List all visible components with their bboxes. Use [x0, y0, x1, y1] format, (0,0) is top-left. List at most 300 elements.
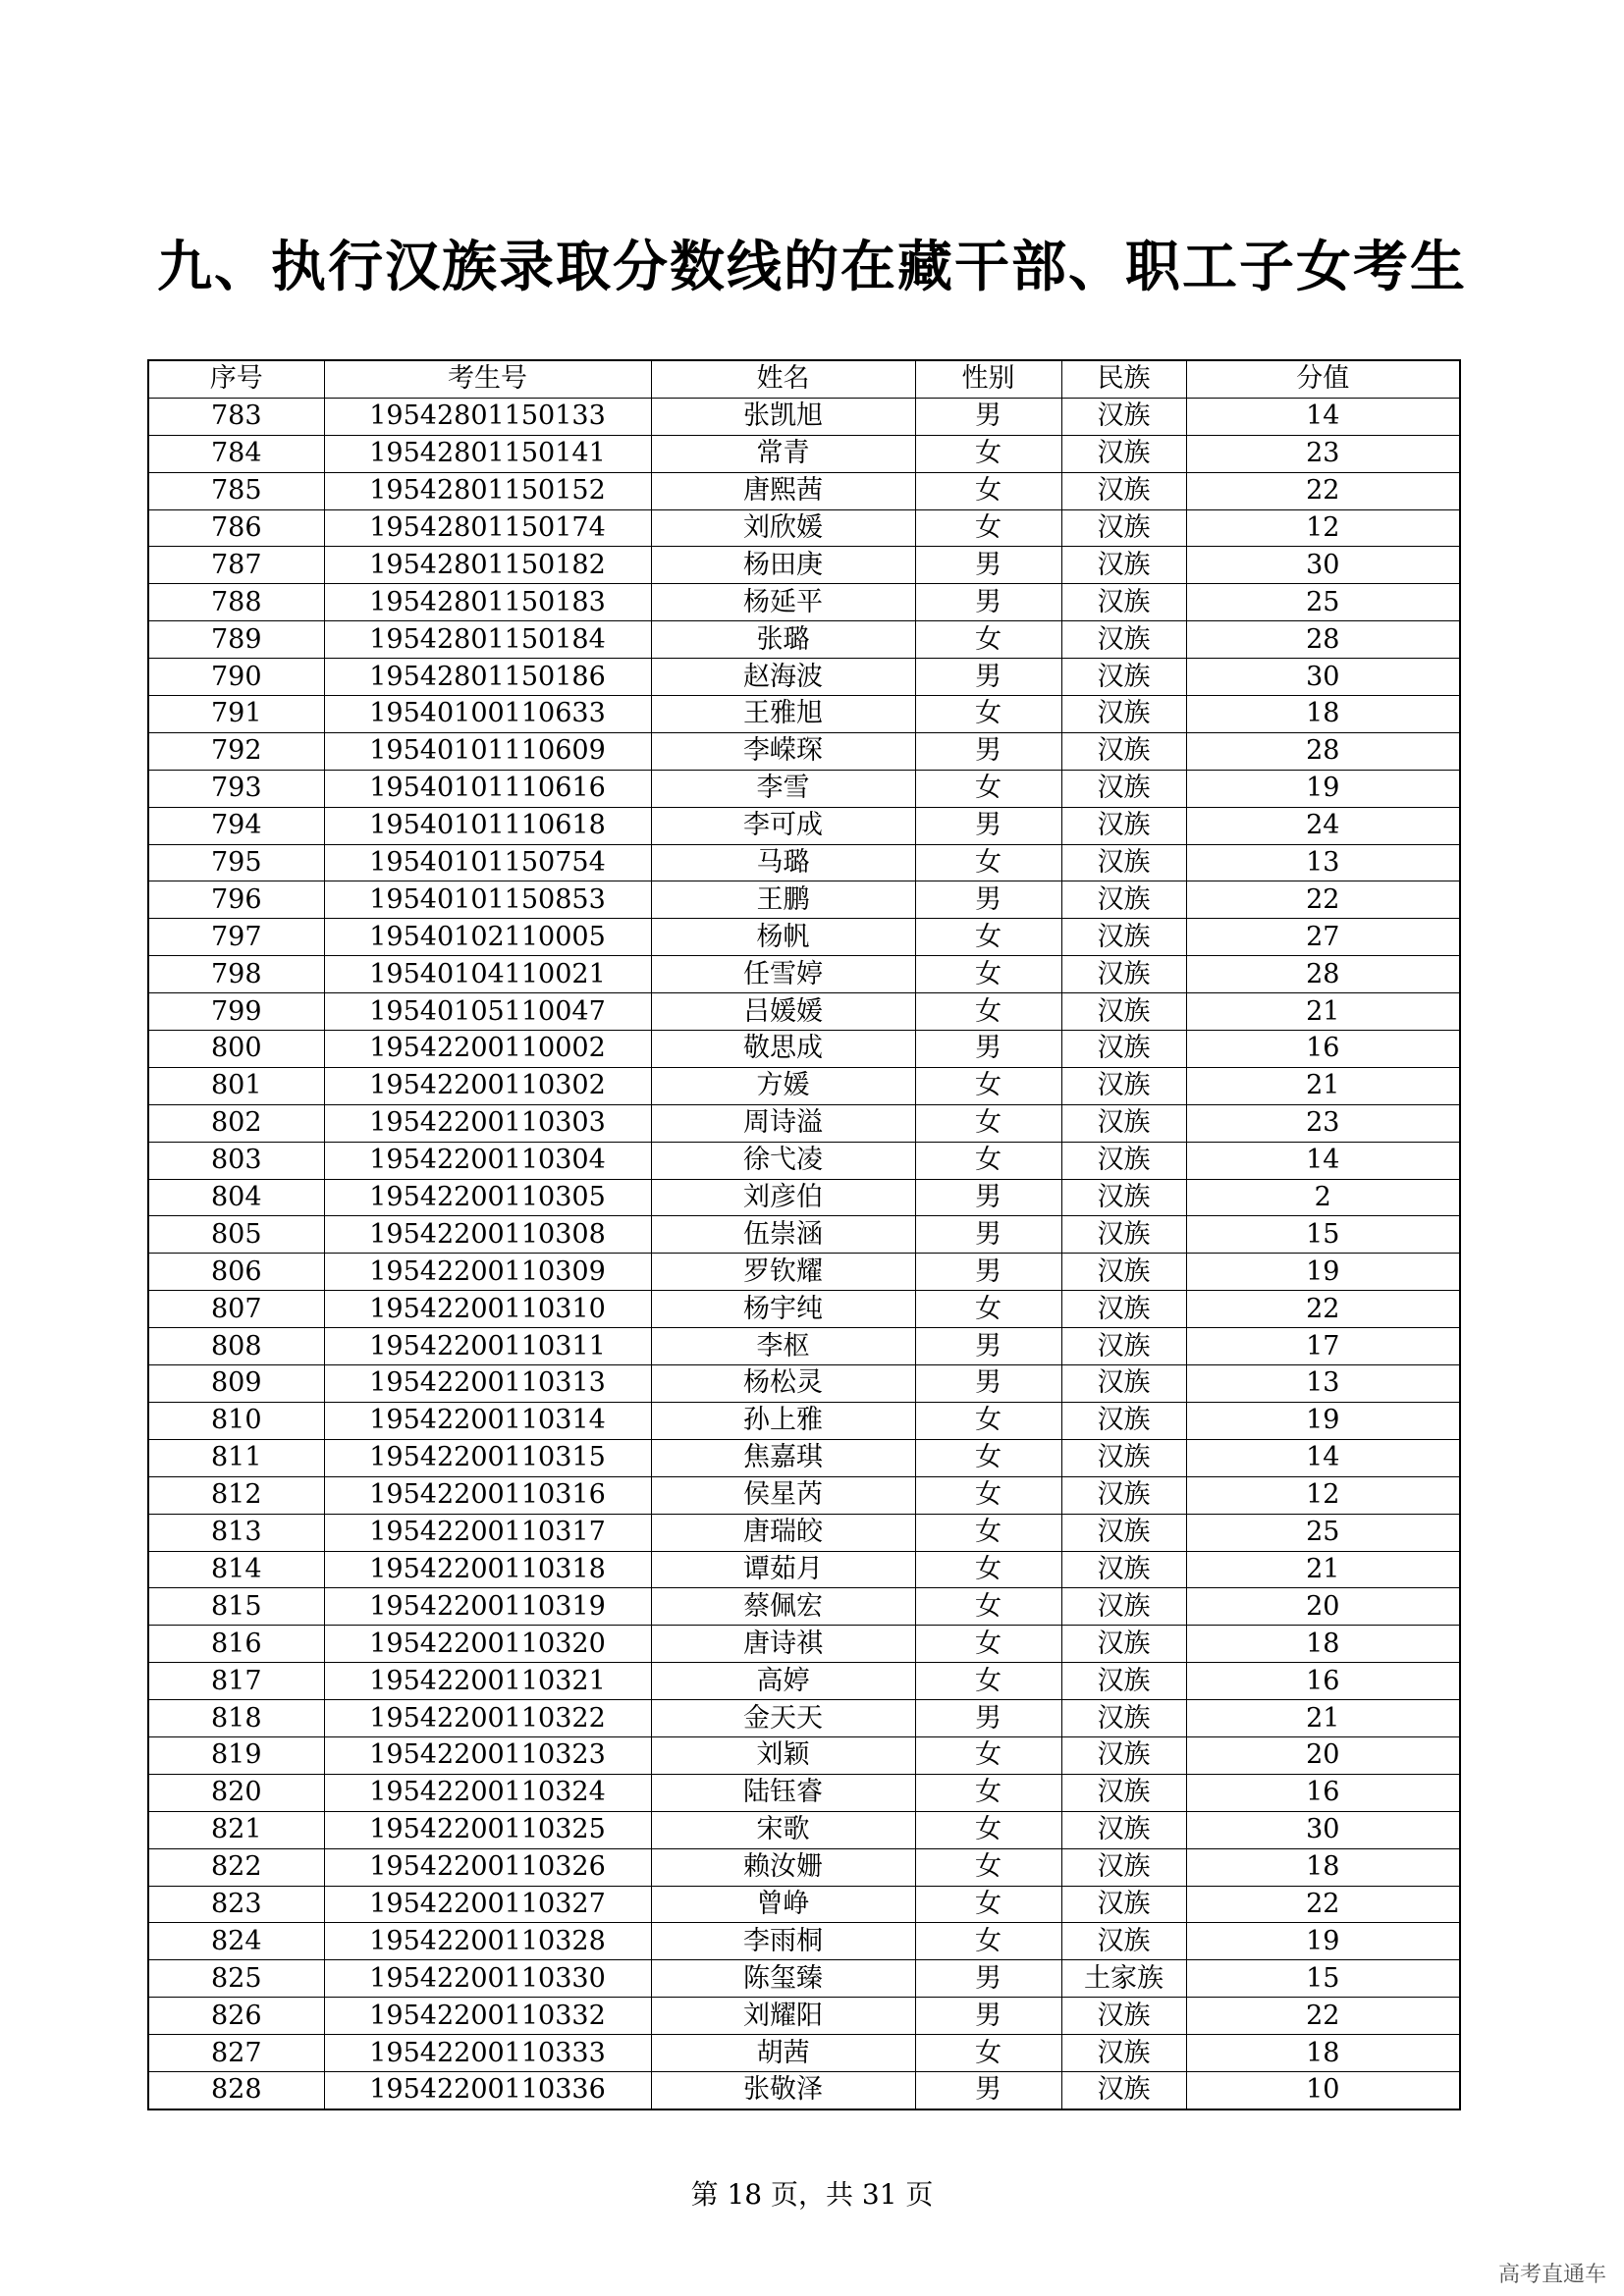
cell-name: 李雨桐 [651, 1923, 915, 1960]
cell-ethnicity: 汉族 [1061, 1663, 1186, 1700]
table-row [148, 1142, 1460, 1179]
cell-gender: 女 [915, 770, 1061, 807]
cell-score: 24 [1186, 807, 1460, 844]
cell-exam-number: 19542200110333 [324, 2035, 651, 2072]
cell-score: 21 [1186, 1700, 1460, 1737]
cell-index: 793 [148, 770, 324, 807]
cell-name: 张凯旭 [651, 398, 915, 435]
cell-score: 22 [1186, 1886, 1460, 1923]
cell-index: 822 [148, 1848, 324, 1886]
cell-ethnicity: 汉族 [1061, 1328, 1186, 1365]
cell-index: 811 [148, 1439, 324, 1476]
cell-gender: 男 [915, 1700, 1061, 1737]
cell-index: 808 [148, 1328, 324, 1365]
cell-gender: 男 [915, 1031, 1061, 1068]
cell-score: 19 [1186, 1402, 1460, 1439]
cell-gender: 男 [915, 1254, 1061, 1291]
cell-exam-number: 19542200110327 [324, 1886, 651, 1923]
cell-name: 吕媛媛 [651, 993, 915, 1031]
cell-index: 818 [148, 1700, 324, 1737]
cell-index: 788 [148, 584, 324, 621]
cell-index: 791 [148, 696, 324, 733]
cell-index: 820 [148, 1774, 324, 1811]
cell-index: 809 [148, 1365, 324, 1403]
cell-score: 15 [1186, 1216, 1460, 1254]
cell-ethnicity: 汉族 [1061, 1700, 1186, 1737]
cell-name: 谭茹月 [651, 1551, 915, 1588]
cell-gender: 男 [915, 2071, 1061, 2109]
cell-ethnicity: 汉族 [1061, 1179, 1186, 1216]
cell-exam-number: 19542200110320 [324, 1626, 651, 1663]
watermark: 高考直通车 [1497, 2263, 1606, 2287]
cell-ethnicity: 汉族 [1061, 1142, 1186, 1179]
cell-ethnicity: 汉族 [1061, 2071, 1186, 2109]
table-row [148, 1439, 1460, 1476]
cell-exam-number: 19542200110326 [324, 1848, 651, 1886]
cell-ethnicity: 汉族 [1061, 1514, 1186, 1551]
cell-name: 张璐 [651, 621, 915, 659]
cell-ethnicity: 汉族 [1061, 844, 1186, 881]
cell-name: 周诗溢 [651, 1104, 915, 1142]
cell-index: 814 [148, 1551, 324, 1588]
table-row [148, 956, 1460, 993]
cell-ethnicity: 汉族 [1061, 621, 1186, 659]
cell-exam-number: 19542200110332 [324, 1998, 651, 2035]
table-row [148, 1551, 1460, 1588]
cell-index: 798 [148, 956, 324, 993]
cell-score: 19 [1186, 770, 1460, 807]
cell-ethnicity: 汉族 [1061, 584, 1186, 621]
cell-exam-number: 19540104110021 [324, 956, 651, 993]
cell-score: 19 [1186, 1923, 1460, 1960]
cell-exam-number: 19542200110002 [324, 1031, 651, 1068]
cell-index: 815 [148, 1588, 324, 1626]
cell-index: 783 [148, 398, 324, 435]
cell-exam-number: 19542200110314 [324, 1402, 651, 1439]
cell-index: 826 [148, 1998, 324, 2035]
cell-score: 14 [1186, 1142, 1460, 1179]
cell-ethnicity: 汉族 [1061, 1216, 1186, 1254]
cell-ethnicity: 汉族 [1061, 1848, 1186, 1886]
page-number: 第 18 页，共 31 页 [690, 2178, 934, 2211]
cell-index: 803 [148, 1142, 324, 1179]
cell-ethnicity: 汉族 [1061, 1104, 1186, 1142]
cell-score: 23 [1186, 435, 1460, 472]
cell-score: 2 [1186, 1179, 1460, 1216]
cell-exam-number: 19542200110309 [324, 1254, 651, 1291]
cell-index: 817 [148, 1663, 324, 1700]
table-row [148, 547, 1460, 584]
cell-ethnicity: 汉族 [1061, 1736, 1186, 1774]
cell-index: 816 [148, 1626, 324, 1663]
cell-ethnicity: 汉族 [1061, 1774, 1186, 1811]
cell-gender: 男 [915, 398, 1061, 435]
cell-exam-number: 19542200110328 [324, 1923, 651, 1960]
table-row [148, 1254, 1460, 1291]
cell-gender: 女 [915, 1736, 1061, 1774]
cell-ethnicity: 汉族 [1061, 919, 1186, 956]
cell-name: 常青 [651, 435, 915, 472]
cell-ethnicity: 汉族 [1061, 1031, 1186, 1068]
table-row [148, 1031, 1460, 1068]
cell-gender: 男 [915, 1179, 1061, 1216]
cell-index: 799 [148, 993, 324, 1031]
cell-gender: 女 [915, 1811, 1061, 1848]
cell-exam-number: 19542200110315 [324, 1439, 651, 1476]
cell-name: 陈玺臻 [651, 1960, 915, 1998]
cell-ethnicity: 汉族 [1061, 1886, 1186, 1923]
column-header-ethnicity: 民族 [1061, 360, 1186, 398]
candidate-table [147, 359, 1461, 2110]
table-row [148, 1960, 1460, 1998]
cell-exam-number: 19542200110321 [324, 1663, 651, 1700]
table-row [148, 472, 1460, 509]
cell-exam-number: 19542200110322 [324, 1700, 651, 1737]
cell-gender: 女 [915, 956, 1061, 993]
cell-ethnicity: 汉族 [1061, 1588, 1186, 1626]
cell-index: 810 [148, 1402, 324, 1439]
cell-score: 14 [1186, 398, 1460, 435]
cell-name: 杨松灵 [651, 1365, 915, 1403]
cell-exam-number: 19542801150141 [324, 435, 651, 472]
cell-name: 李嵘琛 [651, 732, 915, 770]
cell-gender: 男 [915, 547, 1061, 584]
cell-gender: 女 [915, 1774, 1061, 1811]
cell-index: 792 [148, 732, 324, 770]
cell-index: 795 [148, 844, 324, 881]
cell-gender: 男 [915, 1960, 1061, 1998]
cell-score: 10 [1186, 2071, 1460, 2109]
cell-exam-number: 19542200110313 [324, 1365, 651, 1403]
cell-ethnicity: 汉族 [1061, 435, 1186, 472]
table-row [148, 1811, 1460, 1848]
cell-score: 21 [1186, 993, 1460, 1031]
cell-name: 侯星芮 [651, 1476, 915, 1514]
cell-ethnicity: 汉族 [1061, 1998, 1186, 2035]
cell-index: 807 [148, 1291, 324, 1328]
cell-gender: 男 [915, 807, 1061, 844]
cell-ethnicity: 汉族 [1061, 1365, 1186, 1403]
column-header-exam-number: 考生号 [324, 360, 651, 398]
cell-name: 唐熙茜 [651, 472, 915, 509]
cell-index: 794 [148, 807, 324, 844]
cell-exam-number: 19542801150133 [324, 398, 651, 435]
cell-gender: 男 [915, 732, 1061, 770]
cell-score: 27 [1186, 919, 1460, 956]
table-body [148, 398, 1460, 2109]
cell-gender: 女 [915, 621, 1061, 659]
cell-score: 16 [1186, 1031, 1460, 1068]
cell-ethnicity: 汉族 [1061, 1439, 1186, 1476]
cell-score: 22 [1186, 881, 1460, 919]
cell-score: 22 [1186, 1998, 1460, 2035]
cell-name: 胡茜 [651, 2035, 915, 2072]
cell-exam-number: 19542200110319 [324, 1588, 651, 1626]
cell-gender: 女 [915, 919, 1061, 956]
cell-score: 13 [1186, 1365, 1460, 1403]
cell-name: 徐弋凌 [651, 1142, 915, 1179]
cell-name: 敬思成 [651, 1031, 915, 1068]
table-row [148, 1700, 1460, 1737]
cell-score: 28 [1186, 732, 1460, 770]
cell-score: 22 [1186, 472, 1460, 509]
cell-exam-number: 19542200110302 [324, 1067, 651, 1104]
cell-gender: 女 [915, 696, 1061, 733]
cell-ethnicity: 汉族 [1061, 1254, 1186, 1291]
cell-name: 孙上雅 [651, 1402, 915, 1439]
cell-gender: 女 [915, 1104, 1061, 1142]
cell-name: 曾峥 [651, 1886, 915, 1923]
table-row [148, 1998, 1460, 2035]
cell-ethnicity: 汉族 [1061, 2035, 1186, 2072]
cell-exam-number: 19540101150853 [324, 881, 651, 919]
cell-gender: 女 [915, 1067, 1061, 1104]
cell-exam-number: 19542801150186 [324, 659, 651, 696]
cell-exam-number: 19542200110318 [324, 1551, 651, 1588]
cell-exam-number: 19542801150183 [324, 584, 651, 621]
cell-ethnicity: 汉族 [1061, 1626, 1186, 1663]
cell-score: 18 [1186, 696, 1460, 733]
cell-index: 806 [148, 1254, 324, 1291]
cell-index: 785 [148, 472, 324, 509]
cell-score: 20 [1186, 1588, 1460, 1626]
table-row [148, 844, 1460, 881]
cell-exam-number: 19542200110336 [324, 2071, 651, 2109]
cell-ethnicity: 汉族 [1061, 547, 1186, 584]
cell-gender: 女 [915, 1626, 1061, 1663]
cell-gender: 女 [915, 1402, 1061, 1439]
cell-ethnicity: 汉族 [1061, 993, 1186, 1031]
cell-score: 12 [1186, 509, 1460, 547]
cell-score: 21 [1186, 1551, 1460, 1588]
cell-index: 804 [148, 1179, 324, 1216]
cell-ethnicity: 汉族 [1061, 807, 1186, 844]
cell-ethnicity: 汉族 [1061, 696, 1186, 733]
table-row [148, 2071, 1460, 2109]
cell-exam-number: 19540101110616 [324, 770, 651, 807]
cell-name: 刘欣媛 [651, 509, 915, 547]
table-row [148, 770, 1460, 807]
table-row [148, 1216, 1460, 1254]
cell-score: 25 [1186, 1514, 1460, 1551]
cell-ethnicity: 汉族 [1061, 472, 1186, 509]
table-row [148, 584, 1460, 621]
cell-name: 王雅旭 [651, 696, 915, 733]
column-header-gender: 性别 [915, 360, 1061, 398]
cell-index: 797 [148, 919, 324, 956]
cell-exam-number: 19542200110308 [324, 1216, 651, 1254]
cell-exam-number: 19542200110305 [324, 1179, 651, 1216]
cell-score: 21 [1186, 1067, 1460, 1104]
cell-index: 789 [148, 621, 324, 659]
cell-exam-number: 19540101110609 [324, 732, 651, 770]
cell-ethnicity: 汉族 [1061, 1551, 1186, 1588]
table-row [148, 1104, 1460, 1142]
cell-name: 伍崇涵 [651, 1216, 915, 1254]
cell-name: 李雪 [651, 770, 915, 807]
cell-name: 杨延平 [651, 584, 915, 621]
cell-ethnicity: 土家族 [1061, 1960, 1186, 1998]
cell-name: 张敬泽 [651, 2071, 915, 2109]
cell-gender: 女 [915, 844, 1061, 881]
cell-name: 任雪婷 [651, 956, 915, 993]
table-row [148, 509, 1460, 547]
cell-ethnicity: 汉族 [1061, 509, 1186, 547]
table-row [148, 1774, 1460, 1811]
cell-name: 刘彦伯 [651, 1179, 915, 1216]
cell-ethnicity: 汉族 [1061, 770, 1186, 807]
table-row [148, 659, 1460, 696]
cell-index: 819 [148, 1736, 324, 1774]
cell-name: 方媛 [651, 1067, 915, 1104]
cell-score: 16 [1186, 1663, 1460, 1700]
cell-ethnicity: 汉族 [1061, 1402, 1186, 1439]
table-row [148, 1291, 1460, 1328]
table-row [148, 1514, 1460, 1551]
cell-name: 罗钦耀 [651, 1254, 915, 1291]
cell-score: 16 [1186, 1774, 1460, 1811]
cell-exam-number: 19542200110310 [324, 1291, 651, 1328]
cell-score: 23 [1186, 1104, 1460, 1142]
table-row [148, 1402, 1460, 1439]
cell-gender: 女 [915, 1551, 1061, 1588]
table-row [148, 1179, 1460, 1216]
cell-exam-number: 19542200110311 [324, 1328, 651, 1365]
cell-score: 28 [1186, 621, 1460, 659]
cell-name: 刘耀阳 [651, 1998, 915, 2035]
cell-exam-number: 19540101150754 [324, 844, 651, 881]
table-row [148, 1588, 1460, 1626]
cell-ethnicity: 汉族 [1061, 1291, 1186, 1328]
cell-name: 李枢 [651, 1328, 915, 1365]
cell-gender: 男 [915, 584, 1061, 621]
table-header-row [148, 360, 1460, 398]
cell-index: 800 [148, 1031, 324, 1068]
table-row [148, 881, 1460, 919]
cell-gender: 女 [915, 435, 1061, 472]
table-row [148, 435, 1460, 472]
cell-exam-number: 19542200110330 [324, 1960, 651, 1998]
cell-score: 14 [1186, 1439, 1460, 1476]
cell-exam-number: 19542200110304 [324, 1142, 651, 1179]
cell-name: 唐诗祺 [651, 1626, 915, 1663]
table-row [148, 1736, 1460, 1774]
cell-name: 金天天 [651, 1700, 915, 1737]
column-header-name: 姓名 [651, 360, 915, 398]
cell-gender: 男 [915, 1328, 1061, 1365]
cell-name: 陆钰睿 [651, 1774, 915, 1811]
cell-gender: 女 [915, 1923, 1061, 1960]
cell-ethnicity: 汉族 [1061, 732, 1186, 770]
cell-name: 杨帆 [651, 919, 915, 956]
table-row [148, 1067, 1460, 1104]
cell-score: 18 [1186, 1626, 1460, 1663]
cell-exam-number: 19542200110316 [324, 1476, 651, 1514]
cell-score: 22 [1186, 1291, 1460, 1328]
cell-exam-number: 19542200110325 [324, 1811, 651, 1848]
column-header-score: 分值 [1186, 360, 1460, 398]
table-row [148, 1848, 1460, 1886]
cell-score: 12 [1186, 1476, 1460, 1514]
cell-ethnicity: 汉族 [1061, 398, 1186, 435]
table-row [148, 1886, 1460, 1923]
table-row [148, 398, 1460, 435]
cell-name: 马璐 [651, 844, 915, 881]
cell-index: 828 [148, 2071, 324, 2109]
cell-score: 30 [1186, 1811, 1460, 1848]
cell-exam-number: 19542200110317 [324, 1514, 651, 1551]
cell-name: 李可成 [651, 807, 915, 844]
cell-ethnicity: 汉族 [1061, 1923, 1186, 1960]
page-title: 九、执行汉族录取分数线的在藏干部、职工子女考生 [157, 236, 1467, 299]
cell-score: 18 [1186, 1848, 1460, 1886]
cell-exam-number: 19542801150184 [324, 621, 651, 659]
cell-exam-number: 19540102110005 [324, 919, 651, 956]
cell-exam-number: 19540101110618 [324, 807, 651, 844]
cell-index: 784 [148, 435, 324, 472]
cell-gender: 男 [915, 881, 1061, 919]
cell-gender: 男 [915, 1998, 1061, 2035]
column-header-index: 序号 [148, 360, 324, 398]
table-row [148, 1923, 1460, 1960]
table-row [148, 1365, 1460, 1403]
cell-name: 杨宇纯 [651, 1291, 915, 1328]
cell-exam-number: 19540105110047 [324, 993, 651, 1031]
cell-exam-number: 19542200110303 [324, 1104, 651, 1142]
cell-index: 786 [148, 509, 324, 547]
cell-name: 刘颖 [651, 1736, 915, 1774]
table-row [148, 1663, 1460, 1700]
cell-ethnicity: 汉族 [1061, 1067, 1186, 1104]
cell-index: 805 [148, 1216, 324, 1254]
cell-gender: 男 [915, 659, 1061, 696]
cell-name: 宋歌 [651, 1811, 915, 1848]
cell-score: 30 [1186, 659, 1460, 696]
cell-index: 796 [148, 881, 324, 919]
table-row [148, 696, 1460, 733]
cell-score: 13 [1186, 844, 1460, 881]
table-row [148, 2035, 1460, 2072]
cell-name: 王鹏 [651, 881, 915, 919]
cell-index: 801 [148, 1067, 324, 1104]
cell-gender: 女 [915, 1291, 1061, 1328]
cell-index: 790 [148, 659, 324, 696]
cell-score: 19 [1186, 1254, 1460, 1291]
cell-score: 15 [1186, 1960, 1460, 1998]
table-row [148, 1626, 1460, 1663]
cell-gender: 女 [915, 2035, 1061, 2072]
table-row [148, 993, 1460, 1031]
cell-ethnicity: 汉族 [1061, 956, 1186, 993]
table-row [148, 919, 1460, 956]
cell-gender: 女 [915, 1848, 1061, 1886]
cell-ethnicity: 汉族 [1061, 1476, 1186, 1514]
cell-ethnicity: 汉族 [1061, 881, 1186, 919]
cell-gender: 女 [915, 1588, 1061, 1626]
cell-gender: 女 [915, 1142, 1061, 1179]
cell-index: 787 [148, 547, 324, 584]
cell-exam-number: 19542801150182 [324, 547, 651, 584]
cell-score: 28 [1186, 956, 1460, 993]
cell-gender: 女 [915, 1663, 1061, 1700]
cell-name: 赖汝姗 [651, 1848, 915, 1886]
cell-ethnicity: 汉族 [1061, 1811, 1186, 1848]
cell-index: 812 [148, 1476, 324, 1514]
table-row [148, 1476, 1460, 1514]
cell-name: 唐瑞皎 [651, 1514, 915, 1551]
cell-index: 825 [148, 1960, 324, 1998]
cell-index: 821 [148, 1811, 324, 1848]
